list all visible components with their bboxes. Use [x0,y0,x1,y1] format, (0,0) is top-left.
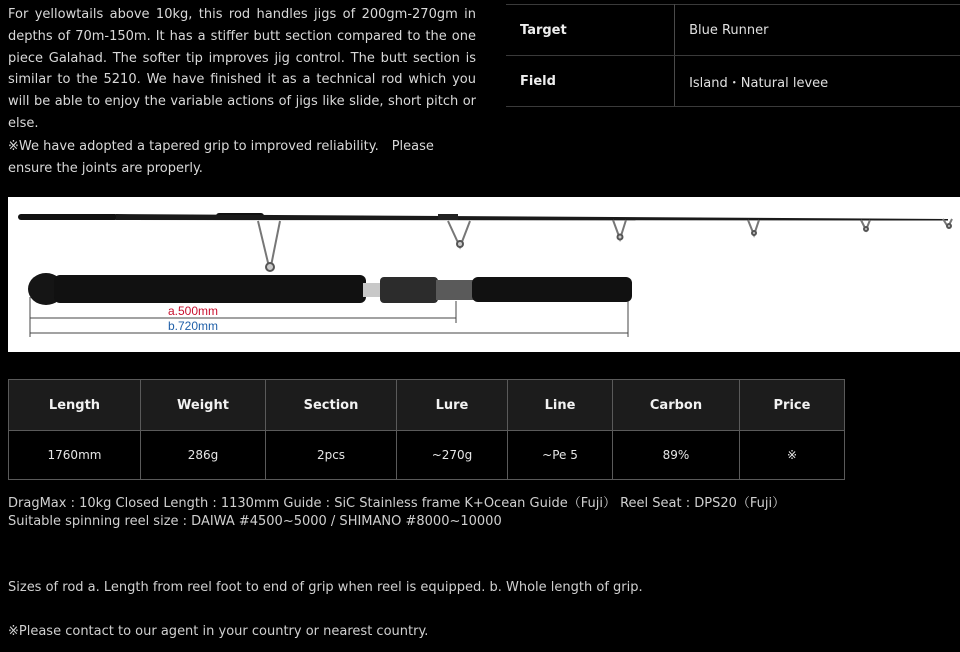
contact-note: ※Please contact to our agent in your country or nearest country. [8,624,429,639]
spec-value: ~270g [397,431,508,480]
spec-value: ※ [740,431,845,480]
spec-header: Section [266,380,397,431]
reel-seat [380,277,438,303]
side-spec-value: Blue Runner [675,5,960,56]
side-spec-table [506,4,960,107]
spec-table [8,379,845,480]
spec-header: Weight [141,380,266,431]
spec-value: 1760mm [9,431,141,480]
side-spec-row [506,56,960,107]
rod-blank [116,214,948,221]
spec-value: 286g [141,431,266,480]
rod-image [8,197,960,352]
grip-note: ※We have adopted a tapered grip to improved reliability. Please ensure the joints are properly. [8,139,434,176]
spec-value: 89% [613,431,740,480]
spec-header-row [9,380,845,431]
dimension-a-label: a.500mm [168,304,219,318]
product-description: For yellowtails above 10kg, this rod handles jigs of 200gm-270gm in depths of 70m-150m. It has a stiffer butt section compared to the one piece Galahad. The softer tip improves jig control. The butt section is similar to the 5210. We have finished it as a technical rod which you will be able to enjoy the variable actions of jigs like slide, short pitch or else. [8,7,476,131]
spec-value: 2pcs [266,431,397,480]
sizes-note: Sizes of rod a. Length from reel foot to end of grip when reel is equipped. b. Whole length of grip. [8,580,643,595]
side-spec-row [506,5,960,56]
spec-header: Price [740,380,845,431]
dimension-b-label: b.720mm [168,319,219,333]
rod-illustration [8,197,960,352]
spec-value-row [9,431,845,480]
spec-header: Length [9,380,141,431]
reel-seat-hood [436,280,474,300]
details-line-2: Suitable spinning reel size : DAIWA #4500~5000 / SHIMANO #8000~10000 [8,514,502,529]
side-spec-value: Island・Natural levee [675,56,960,107]
rod-guides [258,219,952,271]
rod-ferrule [438,214,458,220]
grip-front [472,277,632,302]
details-line-1: DragMax : 10kg Closed Length : 1130mm Guide : SiC Stainless frame K+Ocean Guide（Fuji） Reel Seat : DPS20（Fuji） [8,496,786,511]
grip-rear [54,275,366,303]
side-spec-key: Field [506,56,675,107]
spec-header: Lure [397,380,508,431]
rod-butt [18,214,118,220]
spec-value: ~Pe 5 [508,431,613,480]
side-spec-key: Target [506,5,675,56]
spec-header: Line [508,380,613,431]
spec-header: Carbon [613,380,740,431]
